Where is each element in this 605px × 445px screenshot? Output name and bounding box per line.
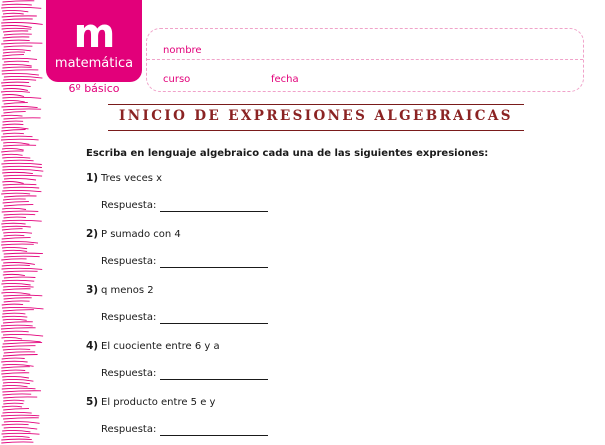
binding-stroke (1, 373, 29, 374)
binding-stroke (1, 82, 29, 83)
binding-stroke (2, 238, 31, 239)
binding-stroke (3, 37, 30, 38)
binding-stroke (1, 259, 26, 260)
binding-stroke (3, 412, 32, 413)
binding-stroke (3, 289, 31, 290)
binding-stroke (2, 388, 36, 389)
binding-stroke (3, 250, 28, 251)
instruction-text: Escriba en lenguaje algebraico cada una de las siguientes expresiones: (86, 148, 489, 159)
question-text: P sumado con 4 (101, 229, 181, 240)
binding-stroke (2, 10, 28, 11)
binding-stroke (1, 130, 25, 132)
question-number: 5) (86, 396, 99, 408)
binding-stroke (4, 196, 37, 197)
binding-stroke (2, 406, 22, 407)
binding-stroke (4, 160, 34, 161)
binding-stroke (3, 232, 32, 233)
info-box-divider (147, 59, 583, 60)
binding-stroke (3, 262, 35, 264)
binding-stroke (1, 415, 39, 416)
binding-stroke (3, 418, 39, 419)
binding-stroke (2, 247, 27, 248)
answer-label: Respuesta: (101, 368, 157, 379)
binding-stroke (1, 7, 41, 8)
binding-stroke (1, 139, 39, 140)
binding-stroke (4, 34, 32, 35)
binding-stroke (4, 340, 41, 341)
binding-stroke (4, 427, 38, 429)
binding-stroke (2, 376, 29, 378)
binding-stroke (2, 391, 41, 392)
binding-stroke (3, 166, 42, 167)
binding-stroke (3, 1, 35, 2)
binding-stroke (4, 103, 28, 104)
binding-stroke (3, 40, 29, 41)
binding-stroke (1, 136, 32, 137)
binding-stroke (1, 115, 22, 116)
answer-line[interactable] (160, 211, 268, 212)
binding-stroke (2, 211, 39, 212)
binding-stroke (2, 316, 27, 317)
binding-stroke (2, 268, 43, 269)
binding-stroke (3, 199, 26, 200)
question-text: El producto entre 5 e y (101, 397, 216, 408)
binding-stroke (2, 70, 39, 71)
answer-label: Respuesta: (101, 312, 157, 323)
binding-stroke (4, 118, 41, 119)
binding-stroke (1, 442, 33, 443)
binding-stroke (3, 145, 36, 146)
question-number: 4) (86, 340, 99, 352)
binding-stroke (4, 301, 30, 302)
question-text: El cuociente entre 6 y a (101, 341, 220, 352)
binding-stroke (2, 100, 24, 101)
binding-stroke (1, 241, 38, 243)
binding-stroke (1, 439, 32, 440)
binding-stroke (1, 151, 23, 152)
binding-stroke (1, 325, 33, 326)
binding-stroke (3, 52, 25, 53)
binding-stroke (3, 88, 28, 90)
binding-stroke (2, 97, 41, 98)
answer-line[interactable] (160, 379, 268, 380)
binding-stroke (2, 430, 30, 431)
binding-stroke (4, 352, 35, 353)
student-info-box (146, 28, 584, 92)
binding-stroke (3, 79, 36, 80)
worksheet-title: INICIO DE EXPRESIONES ALGEBRAICAS (119, 108, 513, 124)
binding-stroke (1, 43, 42, 44)
binding-stroke (4, 256, 40, 257)
binding-stroke (3, 133, 24, 134)
binding-stroke (2, 385, 27, 386)
binding-stroke (2, 55, 24, 56)
binding-stroke (1, 292, 30, 294)
binding-stroke (3, 400, 24, 401)
binding-stroke (2, 379, 33, 381)
binding-stroke (1, 223, 25, 224)
binding-stroke (3, 364, 34, 366)
binding-stroke (4, 421, 40, 423)
binding-stroke (1, 163, 41, 164)
grade-label: 6º básico (68, 82, 120, 95)
binding-stroke (3, 409, 29, 410)
binding-stroke (4, 217, 26, 218)
binding-stroke (4, 76, 43, 78)
binding-stroke (3, 382, 30, 383)
binding-stroke (3, 19, 33, 20)
binding-stroke (3, 286, 33, 287)
question-number: 2) (86, 228, 99, 240)
binding-stroke (2, 127, 29, 128)
title-top-rule (108, 104, 524, 105)
subject-logo (46, 0, 142, 82)
binding-stroke (3, 355, 38, 357)
binding-stroke (2, 28, 32, 29)
binding-stroke (4, 214, 36, 215)
binding-stroke (3, 295, 42, 296)
binding-stroke (2, 169, 43, 171)
binding-stroke (2, 226, 31, 227)
binding-stroke (4, 112, 26, 113)
binding-stroke (2, 148, 24, 150)
binding-stroke (1, 193, 30, 194)
question-text: q menos 2 (101, 285, 154, 296)
binding-stroke (2, 346, 36, 347)
binding-stroke (3, 142, 29, 144)
binding-stroke (3, 394, 32, 395)
question-number: 3) (86, 284, 99, 296)
spiral-binding-decoration (0, 0, 50, 445)
binding-stroke (2, 181, 23, 183)
binding-stroke (3, 187, 39, 188)
binding-stroke (1, 361, 27, 362)
binding-stroke (2, 265, 30, 266)
binding-stroke (3, 124, 24, 125)
binding-stroke (3, 202, 29, 203)
binding-stroke (2, 73, 39, 75)
answer-label: Respuesta: (101, 256, 157, 267)
binding-stroke (3, 271, 37, 272)
binding-stroke (2, 208, 26, 209)
binding-stroke (3, 343, 42, 344)
binding-stroke (3, 274, 25, 275)
question-text: Tres veces x (101, 173, 163, 184)
binding-stroke (1, 244, 34, 245)
binding-stroke (2, 337, 23, 339)
binding-stroke (1, 22, 43, 24)
binding-stroke (2, 307, 44, 308)
title-bottom-rule (108, 130, 524, 131)
binding-stroke (2, 190, 41, 191)
binding-stroke (3, 322, 33, 323)
binding-stroke (4, 298, 32, 299)
name-field-label: nombre (163, 45, 202, 56)
answer-line[interactable] (160, 267, 268, 268)
binding-stroke (2, 358, 25, 359)
binding-stroke (2, 433, 40, 434)
binding-stroke (1, 367, 30, 368)
binding-stroke (2, 157, 30, 158)
binding-stroke (4, 205, 33, 206)
logo-letter: m (73, 11, 115, 57)
binding-stroke (3, 319, 27, 320)
binding-stroke (2, 4, 32, 5)
binding-stroke (3, 310, 34, 311)
binding-stroke (2, 58, 37, 59)
binding-stroke (1, 283, 30, 285)
answer-label: Respuesta: (101, 200, 157, 211)
binding-stroke (3, 64, 32, 66)
logo-subject-name: matemática (54, 56, 134, 71)
binding-stroke (3, 334, 43, 336)
binding-stroke (3, 121, 24, 122)
binding-stroke (2, 85, 31, 86)
binding-stroke (3, 184, 37, 185)
binding-stroke (2, 106, 38, 107)
binding-stroke (3, 31, 28, 32)
question-number: 1) (86, 172, 99, 184)
binding-stroke (2, 154, 23, 155)
answer-line[interactable] (160, 435, 268, 436)
course-field-label: curso (163, 74, 191, 85)
binding-stroke (3, 403, 23, 404)
binding-stroke (2, 16, 37, 17)
binding-stroke (3, 109, 41, 110)
binding-stroke (2, 313, 25, 314)
binding-stroke (2, 220, 41, 221)
binding-stroke (4, 277, 36, 278)
binding-stroke (2, 304, 23, 305)
date-field-label: fecha (271, 74, 299, 85)
binding-stroke (1, 25, 31, 27)
binding-stroke (2, 172, 33, 173)
binding-stroke (1, 328, 36, 329)
binding-stroke (1, 91, 30, 92)
binding-stroke (2, 95, 24, 97)
binding-stroke (3, 49, 31, 50)
answer-label: Respuesta: (101, 424, 157, 435)
binding-stroke (2, 280, 34, 281)
answer-line[interactable] (160, 323, 268, 324)
binding-stroke (1, 331, 28, 332)
binding-stroke (3, 13, 24, 14)
binding-stroke (4, 235, 25, 236)
binding-stroke (4, 253, 43, 254)
binding-stroke (1, 370, 25, 371)
binding-stroke (4, 46, 33, 47)
binding-stroke (3, 349, 30, 350)
binding-stroke (3, 436, 30, 437)
binding-stroke (3, 175, 42, 176)
binding-stroke (4, 178, 36, 180)
binding-stroke (2, 424, 29, 425)
binding-stroke (4, 61, 29, 62)
binding-stroke (3, 397, 37, 398)
binding-stroke (2, 229, 23, 230)
binding-stroke (2, 67, 31, 68)
